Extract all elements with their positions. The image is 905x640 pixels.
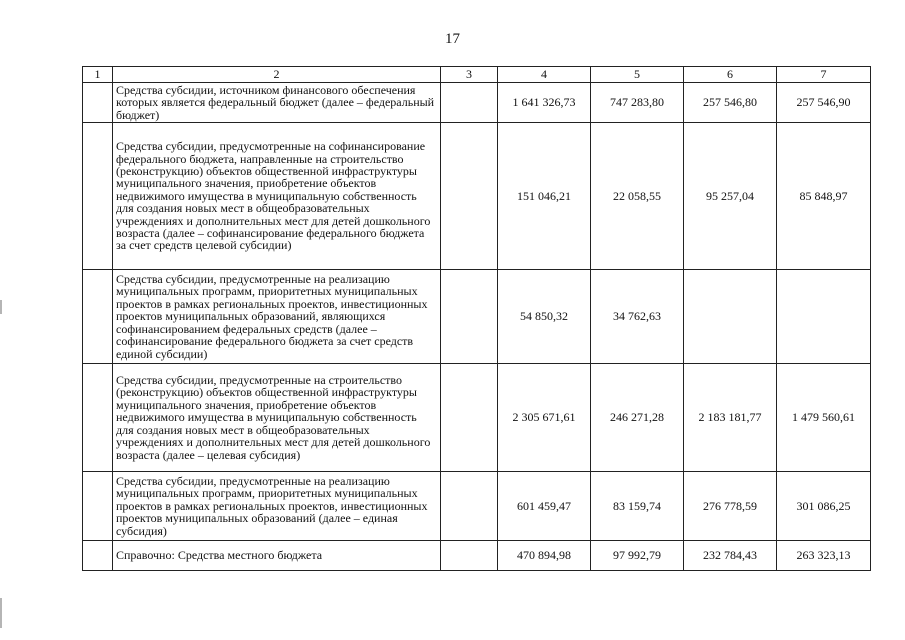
- value-cell: [441, 541, 498, 571]
- row-description: Средства субсидии, источником финансового обеспечения которых является федеральный бюджет (далее – федеральный бюджет): [113, 83, 441, 123]
- value-cell: 83 159,74: [591, 472, 684, 541]
- value-cell: 54 850,32: [498, 270, 591, 364]
- value-cell: 1 641 326,73: [498, 83, 591, 123]
- value-cell: 301 086,25: [777, 472, 871, 541]
- row-index-cell: [83, 472, 113, 541]
- value-cell: 601 459,47: [498, 472, 591, 541]
- value-cell: 747 283,80: [591, 83, 684, 123]
- row-index-cell: [83, 364, 113, 472]
- value-cell: [441, 364, 498, 472]
- table-header-row: [83, 67, 871, 83]
- row-description: Средства субсидии, предусмотренные на строительство (реконструкцию) объектов общественной инфраструктуры муниципального значения, приобретение объектов недвижимого имущества в муниципальную собственность для создания новых мест в общеобразовательных учреждениях и дополнительных мест для детей дошкольного возраста (далее – целевая субсидия): [113, 364, 441, 472]
- value-cell: 470 894,98: [498, 541, 591, 571]
- value-cell: 1 479 560,61: [777, 364, 871, 472]
- row-description: Средства субсидии, предусмотренные на реализацию муниципальных программ, приоритетных муниципальных проектов в рамках региональных проектов, инвестиционных проектов муниципальных образований, являющихся софинансированием федеральных средств (далее – софинансирование федерального бюджета за счет средств единой субсидии): [113, 270, 441, 364]
- value-cell: 257 546,90: [777, 83, 871, 123]
- value-cell: 257 546,80: [684, 83, 777, 123]
- value-cell: 246 271,28: [591, 364, 684, 472]
- value-cell: 85 848,97: [777, 123, 871, 270]
- value-cell: 151 046,21: [498, 123, 591, 270]
- table-row: [83, 123, 871, 270]
- value-cell: 263 323,13: [777, 541, 871, 571]
- value-cell: 97 992,79: [591, 541, 684, 571]
- row-index-cell: [83, 270, 113, 364]
- value-cell: 232 784,43: [684, 541, 777, 571]
- table-row: [83, 270, 871, 364]
- budget-table: [82, 66, 871, 571]
- row-index-cell: [83, 123, 113, 270]
- row-index-cell: [83, 83, 113, 123]
- table-row: [83, 364, 871, 472]
- page-number: 17: [445, 31, 460, 47]
- column-header: 5: [591, 67, 684, 83]
- scan-margin-mark: [0, 300, 2, 314]
- table-row: [83, 83, 871, 123]
- value-cell: [777, 270, 871, 364]
- column-header: 6: [684, 67, 777, 83]
- value-cell: 95 257,04: [684, 123, 777, 270]
- column-header: 7: [777, 67, 871, 83]
- row-description: Средства субсидии, предусмотренные на реализацию муниципальных программ, приоритетных муниципальных проектов в рамках региональных проектов, инвестиционных проектов муниципальных образований (далее – единая субсидия): [113, 472, 441, 541]
- value-cell: 276 778,59: [684, 472, 777, 541]
- value-cell: [684, 270, 777, 364]
- value-cell: [441, 123, 498, 270]
- table-row: [83, 541, 871, 571]
- column-header: 4: [498, 67, 591, 83]
- value-cell: 2 305 671,61: [498, 364, 591, 472]
- column-header: 2: [113, 67, 441, 83]
- column-header: 1: [83, 67, 113, 83]
- column-header: 3: [441, 67, 498, 83]
- scan-margin-mark: [0, 598, 2, 628]
- value-cell: 2 183 181,77: [684, 364, 777, 472]
- table-row: [83, 472, 871, 541]
- value-cell: [441, 472, 498, 541]
- value-cell: 34 762,63: [591, 270, 684, 364]
- value-cell: 22 058,55: [591, 123, 684, 270]
- row-description: Средства субсидии, предусмотренные на софинансирование федерального бюджета, направленные на строительство (реконструкцию) объектов общественной инфраструктуры муниципального значения, приобретение объектов недвижимого имущества в муниципальную собственность для создания новых мест в общеобразовательных учреждениях и дополнительных мест для детей дошкольного возраста (далее – софинансирование федерального бюджета за счет средств целевой субсидии): [113, 123, 441, 270]
- value-cell: [441, 270, 498, 364]
- row-index-cell: [83, 541, 113, 571]
- value-cell: [441, 83, 498, 123]
- row-description: Справочно: Средства местного бюджета: [113, 541, 441, 571]
